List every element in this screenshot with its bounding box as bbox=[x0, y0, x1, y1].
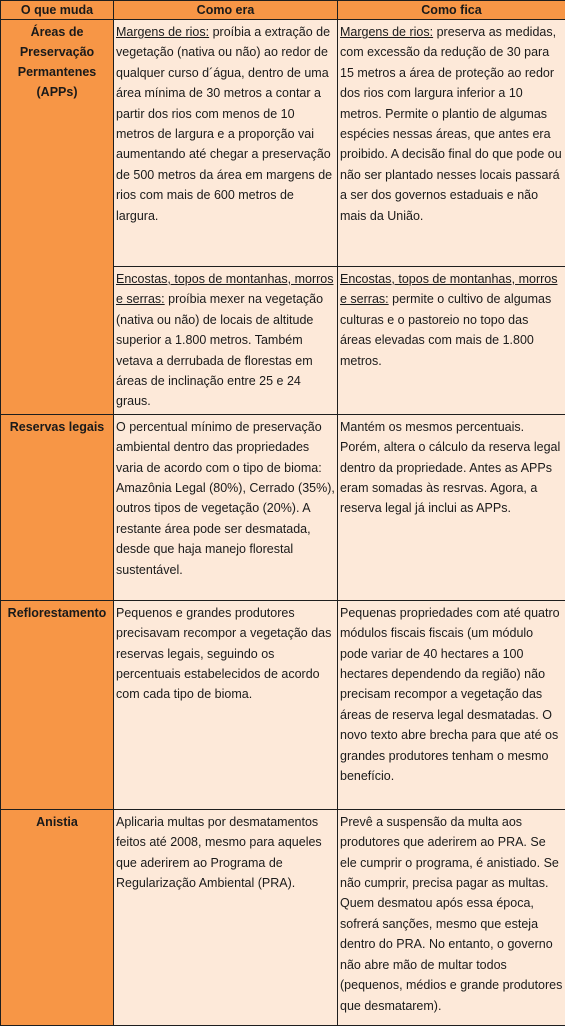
cell-lead: Encostas, topos de montanhas, morros e serras: bbox=[340, 272, 557, 306]
cell-anistia-era: Aplicaria multas por desmatamentos feitos até 2008, mesmo para aqueles que aderirem ao Programa de Regularização Ambiental (PRA). bbox=[114, 809, 338, 1025]
cell-anistia-fica: Prevê a suspensão da multa aos produtores que aderirem ao PRA. Se ele cumprir o programa, é anistiado. Se não cumprir, precisa pagar as multas. Quem desmatou após essa época, sofrerá sanções, mesmo que esteja dentro do PRA. No entanto, o governo não abre mão de multar todos (pequenos, médios e grande produtores que desmatarem). bbox=[338, 809, 565, 1025]
cell-text: permite o cultivo de algumas culturas e o pastoreio no topo das áreas elevadas com mais de 1.800 metros. bbox=[340, 292, 551, 367]
row-label-reservas: Reservas legais bbox=[1, 414, 114, 600]
cell-app-margens-fica bbox=[338, 20, 565, 267]
table-row-reflorestamento bbox=[1, 600, 565, 809]
cell-text: proíbia a extração de vegetação (nativa ou não) ao redor de qualquer curso d´água, dentro de uma área mínima de 30 metros a contar a partir dos rios com menos de 10 metros de largura e a proporção vai aumentando até chegar a preservação de 500 metros da área em margens de rios com mais de 600 metros de largura. bbox=[116, 25, 332, 223]
header-como-era: Como era bbox=[114, 1, 338, 20]
cell-app-encostas-era bbox=[114, 267, 338, 415]
cell-lead: Margens de rios: bbox=[116, 25, 209, 39]
cell-app-encostas-fica bbox=[338, 267, 565, 415]
cell-app-margens-era bbox=[114, 20, 338, 267]
header-como-fica: Como fica bbox=[338, 1, 565, 20]
row-label-anistia: Anistia bbox=[1, 809, 114, 1025]
table-row-anistia bbox=[1, 809, 565, 1025]
cell-text: preserva as medidas, com excessão da redução de 30 para 15 metros a área de proteção ao redor dos rios com largura inferior a 10 metros. Permite o plantio de algumas espécies nessas áreas, que antes era proibido. A decisão final do que pode ou não ser plantado nesses locais passará a ser dos governos estaduais e não mais da União. bbox=[340, 25, 562, 223]
row-label-app: Áreas de Preservação Permantenes (APPs) bbox=[1, 20, 114, 415]
cell-reservas-fica: Mantém os mesmos percentuais. Porém, altera o cálculo da reserva legal dentro da propriedade. Antes as APPs eram somadas às resrvas. Agora, a reserva legal já inclui as APPs. bbox=[338, 414, 565, 600]
cell-lead: Margens de rios: bbox=[340, 25, 433, 39]
table-row-reservas bbox=[1, 414, 565, 600]
cell-reservas-era: O percentual mínimo de preservação ambiental dentro das propriedades varia de acordo com o tipo de bioma: Amazônia Legal (80%), Cerrado (35%), outros tipos de vegetação (20%). A restante área pode ser desmatada, desde que haja manejo florestal sustentável. bbox=[114, 414, 338, 600]
cell-text: proíbia mexer na vegetação (nativa ou não) de locais de altitude superior a 1.800 metros. Também vetava a derrubada de florestas em áreas de inclinação entre 25 e 24 graus. bbox=[116, 292, 323, 408]
cell-reflorestamento-era: Pequenos e grandes produtores precisavam recompor a vegetação das reservas legais, seguindo os percentuais estabelecidos de acordo com cada tipo de bioma. bbox=[114, 600, 338, 809]
cell-reflorestamento-fica: Pequenas propriedades com até quatro módulos fiscais fiscais (um módulo pode variar de 40 hectares a 100 hectares dependendo da região) não precisam recompor a vegetação das áreas de reserva legal desmatadas. O novo texto abre brecha para que até os grandes produtores tenham o mesmo benefício. bbox=[338, 600, 565, 809]
table-row-app-margens bbox=[1, 20, 565, 267]
row-label-reflorestamento: Reflorestamento bbox=[1, 600, 114, 809]
header-o-que-muda: O que muda bbox=[1, 1, 114, 20]
cell-lead: Encostas, topos de montanhas, morros e serras: bbox=[116, 272, 333, 306]
header-row bbox=[1, 1, 565, 20]
